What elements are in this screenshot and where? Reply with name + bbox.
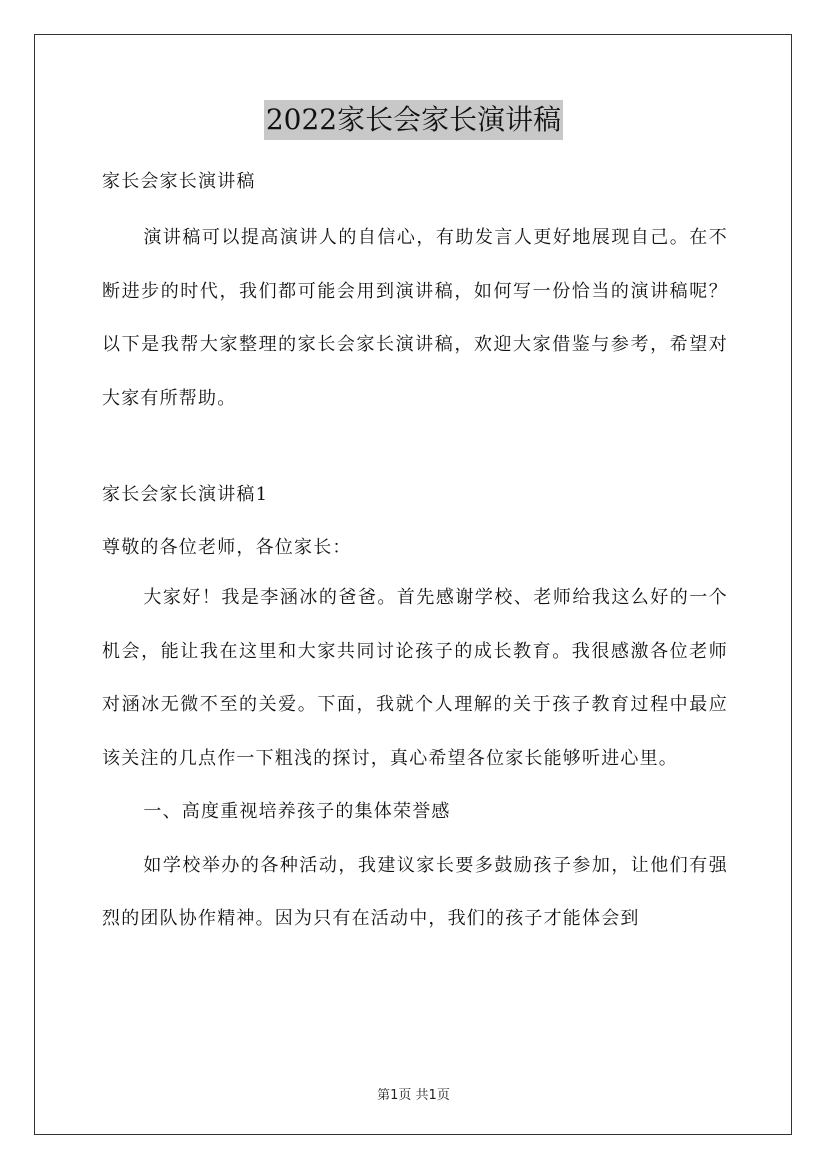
- intro-paragraph: 演讲稿可以提高演讲人的自信心，有助发言人更好地展现自己。在不断进步的时代，我们都可能会用到演讲稿，如何写一份恰当的演讲稿呢？以下是我帮大家整理的家长会家长演讲稿，欢迎大家借鉴与参考，希望对大家有所帮助。: [102, 227, 728, 409]
- greeting-line: 尊敬的各位老师，各位家长：: [102, 537, 352, 558]
- title-container: [0, 100, 827, 140]
- spacer: [102, 425, 728, 481]
- body-paragraph-1: 大家好！我是李涵冰的爸爸。首先感谢学校、老师给我这么好的一个机会，能让我在这里和大家共同讨论孩子的成长教育。我很感激各位老师对涵冰无微不至的关爱。下面，我就个人理解的关于孩子教育过程中最应该关注的几点作一下粗浅的探讨，真心希望各位家长能够听进心里。: [102, 587, 728, 769]
- section-title: 家长会家长演讲稿1: [102, 484, 269, 505]
- heading-1: 一、高度重视培养孩子的集体荣誉感: [143, 801, 451, 822]
- document-title: 2022家长会家长演讲稿: [264, 100, 563, 140]
- document-body: [102, 168, 728, 946]
- body-paragraph-2: 如学校举办的各种活动，我建议家长要多鼓励孩子参加，让他们有强烈的团队协作精神。因为只有在活动中，我们的孩子才能体会到: [102, 854, 728, 929]
- document-subtitle: 家长会家长演讲稿: [102, 171, 256, 192]
- page-footer: 第1页 共1页: [377, 1088, 450, 1103]
